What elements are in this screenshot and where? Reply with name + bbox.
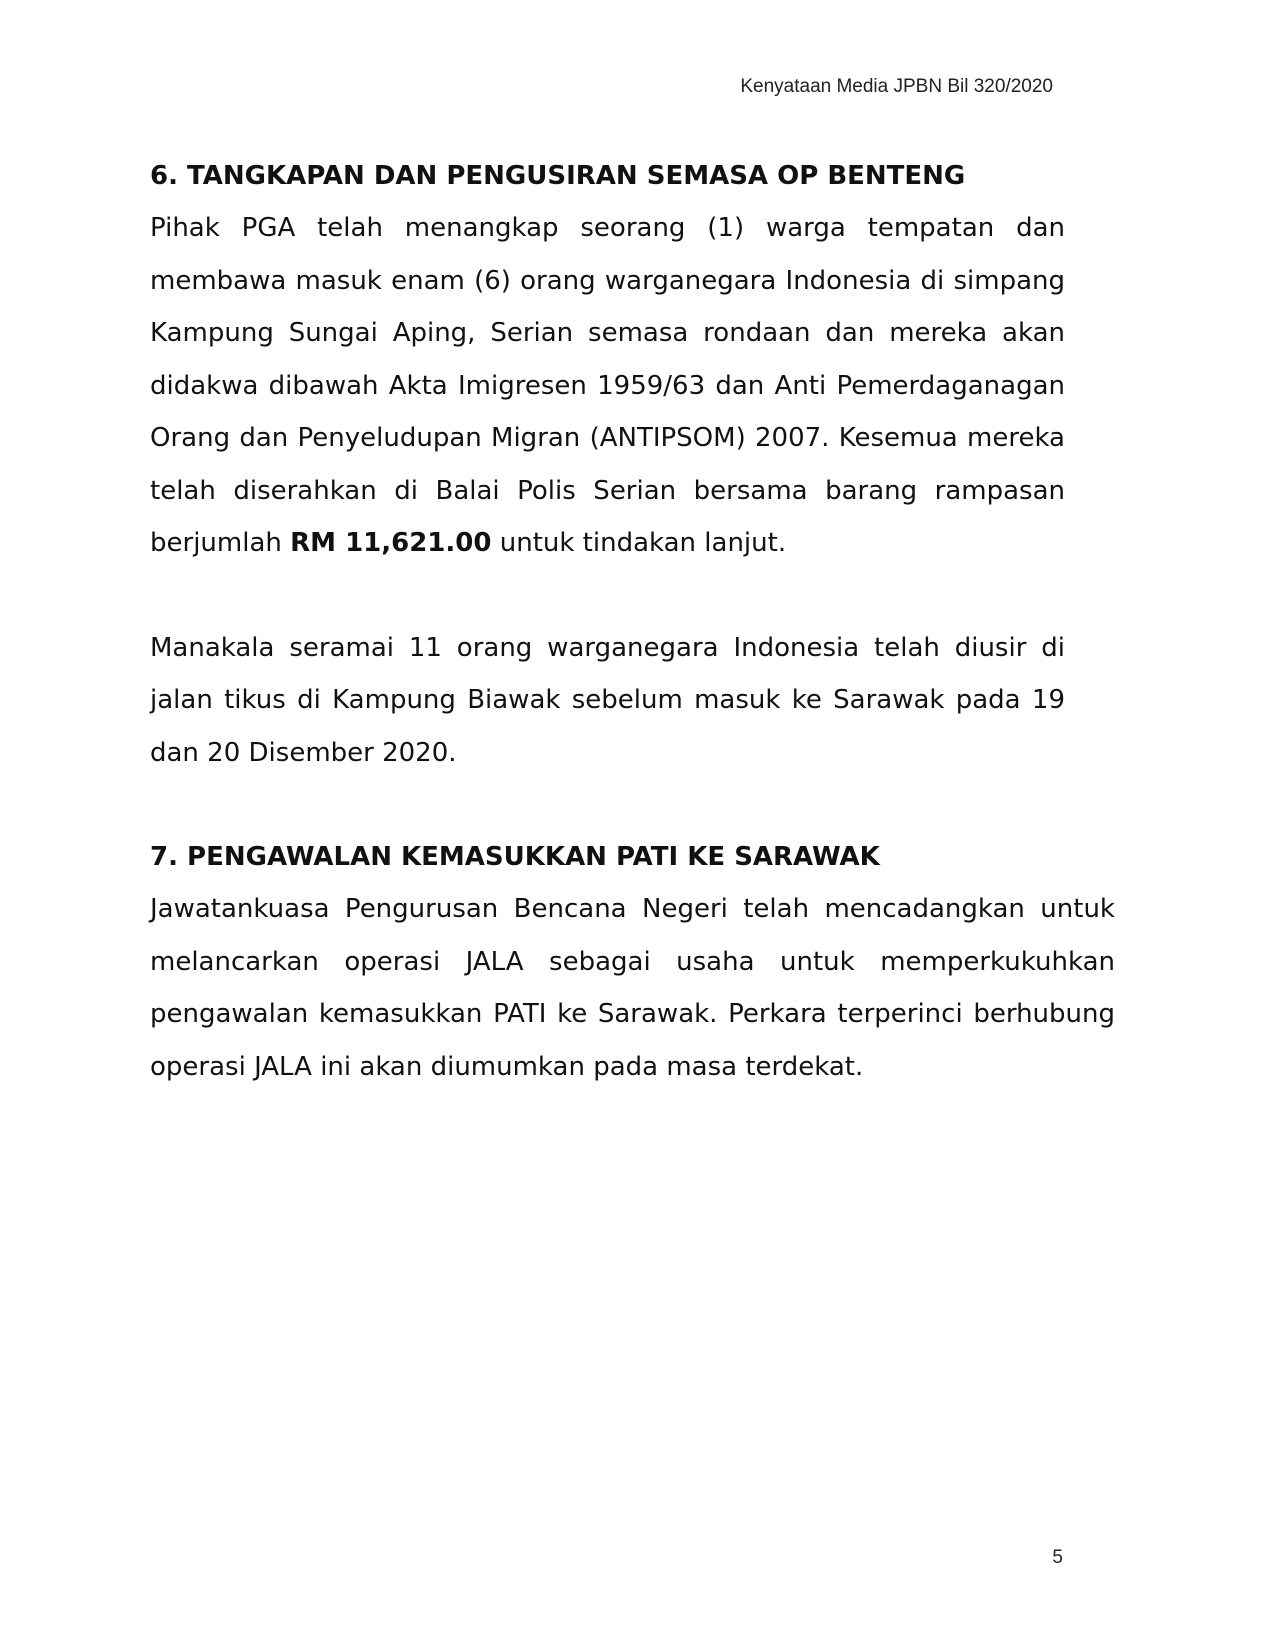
document-reference: Kenyataan Media JPBN Bil 320/2020 — [740, 76, 1053, 97]
section-6-paragraph-1-end: untuk tindakan lanjut. — [491, 528, 787, 558]
section-7-paragraph-1: Jawatankuasa Pengurusan Bencana Negeri telah mencadangkan untuk melancarkan operasi JALA sebagai usaha untuk memperkukuhkan pengawalan kemasukkan PATI ke Sarawak. Perkara terperinci berhubung operasi JALA ini akan diumumkan pada masa terdekat. — [150, 894, 1115, 1082]
section-7-heading-number: 7 — [150, 842, 169, 872]
document-body — [150, 150, 1115, 1093]
paragraph-spacer — [150, 779, 1115, 831]
section-7-heading-text: . PENGAWALAN KEMASUKKAN PATI KE SARAWAK — [168, 842, 880, 872]
section-6-paragraph-1-text: Pihak PGA telah menangkap seorang (1) warga tempatan dan membawa masuk enam (6) orang warganegara Indonesia di simpang Kampung Sungai Aping, Serian semasa rondaan dan mereka akan didakwa dibawah Akta Imigresen 1959/63 dan Anti Pemerdaganagan Orang dan Penyeludupan Migran (ANTIPSOM) 2007. Kesemua mereka telah diserahkan di Balai Polis Serian bersama barang rampasan berjumlah — [150, 213, 1065, 558]
section-6-paragraph-2: Manakala seramai 11 orang warganegara Indonesia telah diusir di jalan tikus di Kampung Biawak sebelum masuk ke Sarawak pada 19 dan 20 Disember 2020. — [150, 632, 1065, 768]
section-6-heading: 6. TANGKAPAN DAN PENGUSIRAN SEMASA OP BENTENG — [150, 161, 966, 191]
seized-amount: RM 11,621.00 — [290, 528, 492, 558]
section-7-heading — [150, 831, 1115, 883]
page-number: 5 — [1052, 1547, 1063, 1568]
section-6-paragraph-1 — [150, 202, 1065, 570]
paragraph-spacer — [150, 570, 1115, 622]
